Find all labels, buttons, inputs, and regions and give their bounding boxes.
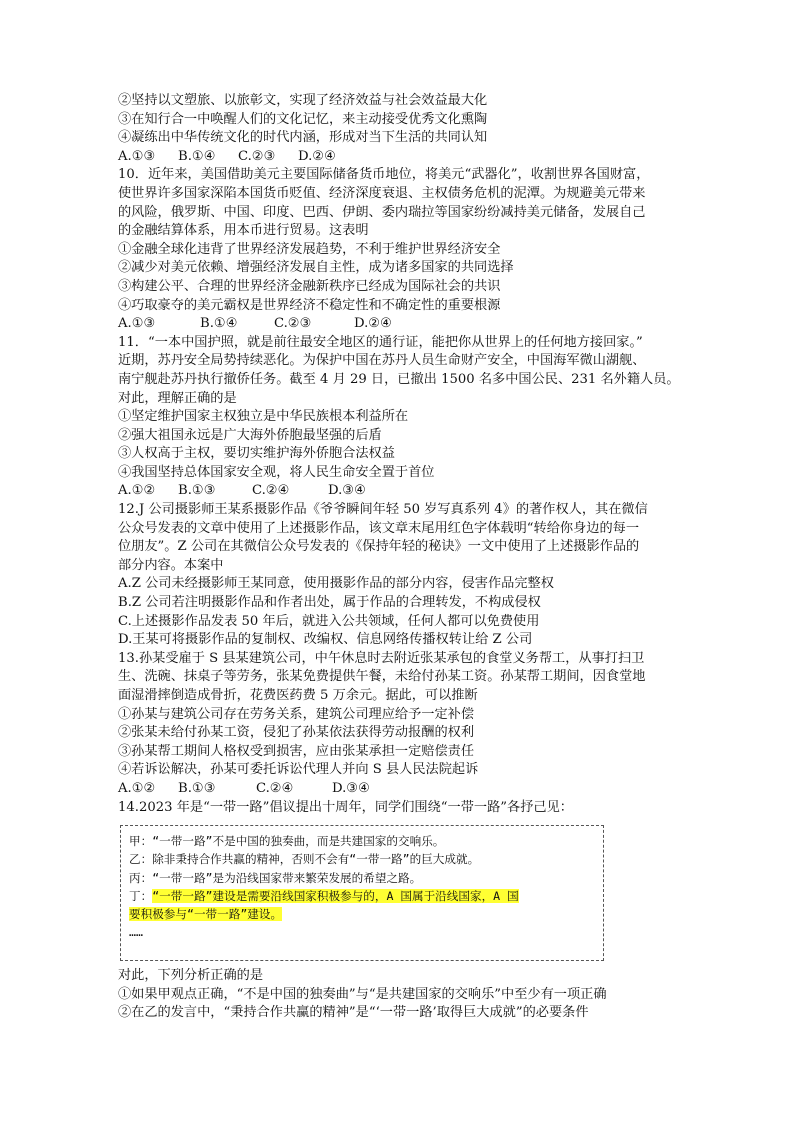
opinion-bing: 丙：“一带一路”是为沿线国家带来繁荣发展的希望之路。 <box>129 870 422 885</box>
q11-stem-3: 南宁舰赴苏丹执行撤侨任务。截至 4 月 29 日，已撤出 1500 名多中国公民、231 名外籍人员。 <box>118 371 680 387</box>
q14-item-1: ①如果甲观点正确，“不是中国的独奏曲”与“是共建国家的交响乐”中至少有一项正确 <box>118 986 607 1002</box>
q12-option-d: D.王某可将摄影作品的复制权、改编权、信息网络传播权转让给 Z 公司 <box>118 632 533 648</box>
q10-option-d: D.②④ <box>354 316 392 332</box>
q13-option-c: C.②④ <box>256 780 294 796</box>
opinions-box <box>120 825 604 961</box>
q11-item-1: ①坚定维护国家主权独立是中华民族根本利益所在 <box>118 409 409 425</box>
q14-item-2: ②在乙的发言中，“秉持合作共赢的精神”是“‘一带一路’取得巨大成就”的必要条件 <box>118 1005 589 1021</box>
opinion-ellipsis: …… <box>129 925 143 940</box>
opinion-ding <box>129 887 595 905</box>
q11-option-c: C.②④ <box>252 483 290 499</box>
q10-options <box>118 315 678 334</box>
q11-stem-1: 11．“一本中国护照，就是前往最安全地区的通行证，能把你从世界上的任何地方接回家。” <box>118 334 643 350</box>
q9-options <box>118 148 678 167</box>
q11-option-b: B.①③ <box>178 483 216 499</box>
q12-stem-4: 部分内容。本案中 <box>118 557 224 573</box>
q9-option-a: A.①③ <box>118 148 156 164</box>
q11-option-d: D.③④ <box>328 483 366 499</box>
q11-item-3: ③人权高于主权，要切实维护海外侨胞合法权益 <box>118 446 395 462</box>
q11-options <box>118 482 678 501</box>
q13-option-a: A.①② <box>118 780 156 796</box>
q13-item-2: ②张某未给付孙某工资，侵犯了孙某依法获得劳动报酬的权利 <box>118 725 475 741</box>
q11-option-a: A.①② <box>118 483 156 499</box>
q11-item-4: ④我国坚持总体国家安全观，将人民生命安全置于首位 <box>118 464 435 480</box>
opinion-jia: 甲：“一带一路”不是中国的独奏曲，而是共建国家的交响乐。 <box>129 834 445 849</box>
q9-option-b: B.①④ <box>178 148 216 164</box>
q10-option-c: C.②③ <box>274 316 312 332</box>
q12-stem-3: 位朋友”。Z 公司在其微信公众号发表的《保持年轻的秘诀》一文中使用了上述摄影作品的 <box>118 539 640 555</box>
q9-option-d: D.②④ <box>298 148 336 164</box>
q14-prompt: 对此，下列分析正确的是 <box>118 968 264 984</box>
q13-item-1: ①孙某与建筑公司存在劳务关系，建筑公司理应给予一定补偿 <box>118 706 475 722</box>
q13-stem-1: 13.孙某受雇于 S 县某建筑公司，中午休息时去附近张某承包的食堂义务帮工，从事打扫卫 <box>118 650 645 666</box>
q10-item-3: ③构建公平、合理的世界经济金融新秩序已经成为国际社会的共识 <box>118 278 501 294</box>
q13-item-4: ④若诉讼解决，孙某可委托诉讼代理人并向 S 县人民法院起诉 <box>118 762 479 778</box>
q13-stem-2: 生、洗碗、抹桌子等劳务，张某免费提供午餐，未给付孙某工资。孙某帮工期间，因食堂地 <box>118 669 646 685</box>
q10-item-1: ①金融全球化违背了世界经济发展趋势，不利于维护世界经济安全 <box>118 241 501 257</box>
q13-item-3: ③孙某帮工期间人格权受到损害，应由张某承担一定赔偿责任 <box>118 743 475 759</box>
q11-item-2: ②强大祖国永远是广大海外侨胞最坚强的后盾 <box>118 427 382 443</box>
q13-option-d: D.③④ <box>332 780 370 796</box>
q10-item-4: ④巧取豪夺的美元霸权是世界经济不稳定性和不确定性的重要根源 <box>118 297 501 313</box>
q12-stem-2: 公众号发表的文章中使用了上述摄影作品，该文章末尾用红色字体载明“转给你身边的每一 <box>118 520 640 536</box>
q10-option-b: B.①④ <box>200 316 238 332</box>
q9-item-4: ④凝练出中华传统文化的时代内涵，形成对当下生活的共同认知 <box>118 130 488 146</box>
opinion-ding-highlight-1: “一带一路”建设是需要沿线国家积极参与的，A 国属于沿线国家，A 国 <box>152 888 519 903</box>
q10-stem-1: 10．近年来，美国借助美元主要国际储备货币地位，将美元“武器化”，收割世界各国财富， <box>118 167 650 183</box>
opinion-yi: 乙：除非秉持合作共赢的精神，否则不会有“一带一路”的巨大成就。 <box>129 852 480 867</box>
opinion-ding-highlight-2: 要积极参与“一带一路”建设。 <box>129 906 283 921</box>
q12-option-b: B.Z 公司若注明摄影作品和作者出处，属于作品的合理转发，不构成侵权 <box>118 595 541 611</box>
q10-stem-3: 的风险，俄罗斯、中国、印度、巴西、伊朗、委内瑞拉等国家纷纷减持美元储备，发展自己 <box>118 204 646 220</box>
q11-stem-4: 对此，理解正确的是 <box>118 390 237 406</box>
q11-stem-2: 近期，苏丹安全局势持续恶化。为保护中国在苏丹人员生命财产安全，中国海军微山湖舰、 <box>118 353 646 369</box>
q12-option-c: C.上述摄影作品发表 50 年后，就进入公共领域，任何人都可以免费使用 <box>118 613 540 629</box>
q13-option-b: B.①③ <box>178 780 216 796</box>
q9-option-c: C.②③ <box>238 148 276 164</box>
q10-stem-4: 的金融结算体系，用本币进行贸易。这表明 <box>118 223 369 239</box>
q10-item-2: ②减少对美元依赖、增强经济发展自主性，成为诸多国家的共同选择 <box>118 260 514 276</box>
q9-item-3: ③在知行合一中唤醒人们的文化记忆，来主动接受优秀文化熏陶 <box>118 111 488 127</box>
opinion-ding-cont <box>129 905 595 923</box>
q9-item-2: ②坚持以文塑旅、以旅彰文，实现了经济效益与社会效益最大化 <box>118 93 488 108</box>
q10-stem-2: 使世界许多国家深陷本国货币贬值、经济深度衰退、主权债务危机的泥潭。为规避美元带来 <box>118 185 646 201</box>
q10-option-a: A.①③ <box>118 316 156 332</box>
q14-stem: 14.2023 年是“一带一路”倡议提出十周年，同学们围绕“一带一路”各抒己见： <box>118 799 573 815</box>
q13-options <box>118 780 678 799</box>
q13-stem-3: 面湿滑摔倒造成骨折，花费医药费 5 万余元。据此，可以推断 <box>118 688 478 703</box>
q12-stem-1: 12.J 公司摄影师王某系摄影作品《爷爷瞬间年轻 50 岁写真系列 4》的著作权人，其在微信 <box>118 502 648 518</box>
opinion-ding-prefix: 丁： <box>129 888 153 903</box>
q12-option-a: A.Z 公司未经摄影师王某同意，使用摄影作品的部分内容，侵害作品完整权 <box>118 576 554 592</box>
exam-page <box>118 92 678 1023</box>
